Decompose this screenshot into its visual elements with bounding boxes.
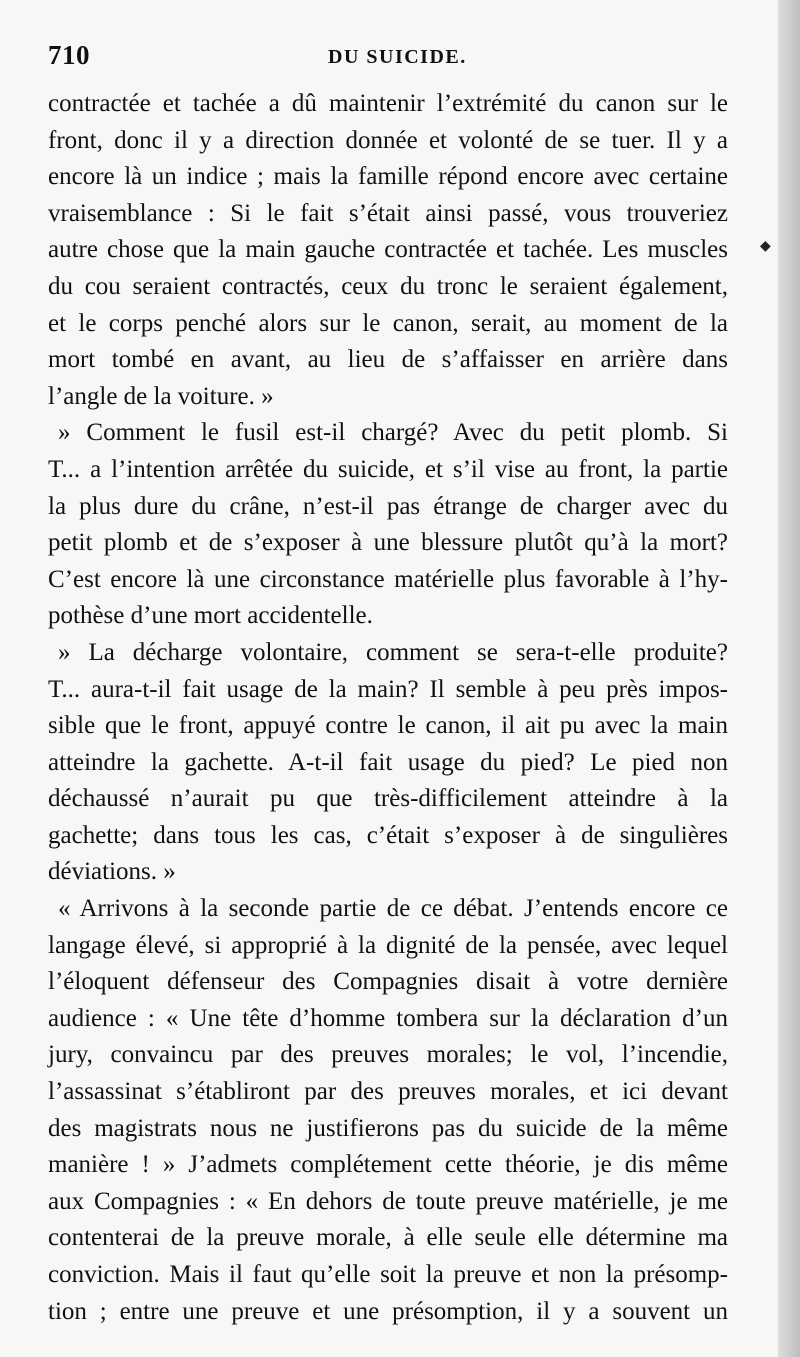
text-line: gachette; dans tous les cas, c’était s’exposer à de singulières: [48, 821, 728, 849]
running-head: DU SUICIDE.: [328, 46, 467, 68]
text-line: contractée et tachée a dû maintenir l’extrémité du canon sur le: [48, 90, 728, 117]
text-line: aux Compagnies : « En dehors de toute preuve matérielle, je me: [48, 1187, 728, 1215]
text-line: l’angle de la voiture. »: [48, 382, 274, 410]
text-line: jury, convaincu par des preuves morales; le vol, l’incendie,: [48, 1041, 728, 1069]
text-line: déchaussé n’aurait pu que très-difficilement atteindre à la: [48, 785, 728, 813]
text-line: front, donc il y a direction donnée et volonté de se tuer. Il y a: [48, 126, 728, 154]
text-line: petit plomb et de s’exposer à une blessure plutôt qu’à la mort?: [48, 529, 728, 557]
text-line: du cou seraient contractés, ceux du tronc le seraient également,: [48, 272, 728, 300]
text-line: contenterai de la preuve morale, à elle seule elle détermine ma: [48, 1224, 728, 1252]
text-line: tion ; entre une preuve et une présomption, il y a souvent un: [48, 1297, 728, 1325]
text-line: conviction. Mais il faut qu’elle soit la preuve et non la présomp-: [48, 1261, 728, 1288]
text-line: T... aura-t-il fait usage de la main? Il semble à peu près impos-: [48, 675, 728, 703]
text-line: l’assassinat s’établiront par des preuves morales, et ici devant: [48, 1078, 728, 1106]
page-edge: [778, 0, 800, 1357]
text-line: des magistrats nous ne justifierons pas du suicide de la même: [48, 1114, 728, 1142]
text-line: audience : « Une tête d’homme tombera sur la déclaration d’un: [48, 1004, 728, 1032]
text-line: C’est encore là une circonstance matérielle plus favorable à l’hy-: [48, 565, 728, 593]
text-line: manière ! » J’admets complétement cette théorie, je dis même: [48, 1151, 728, 1179]
page-header: [48, 40, 740, 80]
text-line: « Arrivons à la seconde partie de ce débat. J’entends encore ce: [58, 895, 728, 923]
text-line: » La décharge volontaire, comment se sera-t-elle produite?: [58, 638, 728, 666]
text-line: autre chose que la main gauche contractée et tachée. Les muscles: [48, 236, 728, 264]
margin-dot-icon: ◆: [760, 238, 771, 254]
text-line: déviations. »: [48, 858, 176, 886]
body-text: [48, 86, 728, 1330]
text-line: la plus dure du crâne, n’est-il pas étrange de charger avec du: [48, 492, 728, 520]
text-line: et le corps penché alors sur le canon, serait, au moment de la: [48, 309, 728, 337]
text-line: encore là un indice ; mais la famille répond encore avec certaine: [48, 163, 728, 191]
text-line: atteindre la gachette. A-t-il fait usage du pied? Le pied non: [48, 748, 728, 776]
text-line: » Comment le fusil est-il chargé? Avec du petit plomb. Si: [58, 419, 728, 447]
text-line: sible que le front, appuyé contre le canon, il ait pu avec la main: [48, 712, 728, 740]
text-line: T... a l’intention arrêtée du suicide, et s’il vise au front, la partie: [48, 455, 728, 483]
text-line: pothèse d’une mort accidentelle.: [48, 602, 373, 630]
text-line: vraisemblance : Si le fait s’était ainsi passé, vous trouveriez: [48, 199, 728, 227]
text-line: langage élevé, si approprié à la dignité de la pensée, avec lequel: [48, 931, 728, 959]
text-line: l’éloquent défenseur des Compagnies disait à votre dernière: [48, 968, 728, 996]
text-line: mort tombé en avant, au lieu de s’affaisser en arrière dans: [48, 346, 728, 374]
page-number: 710: [48, 40, 90, 70]
